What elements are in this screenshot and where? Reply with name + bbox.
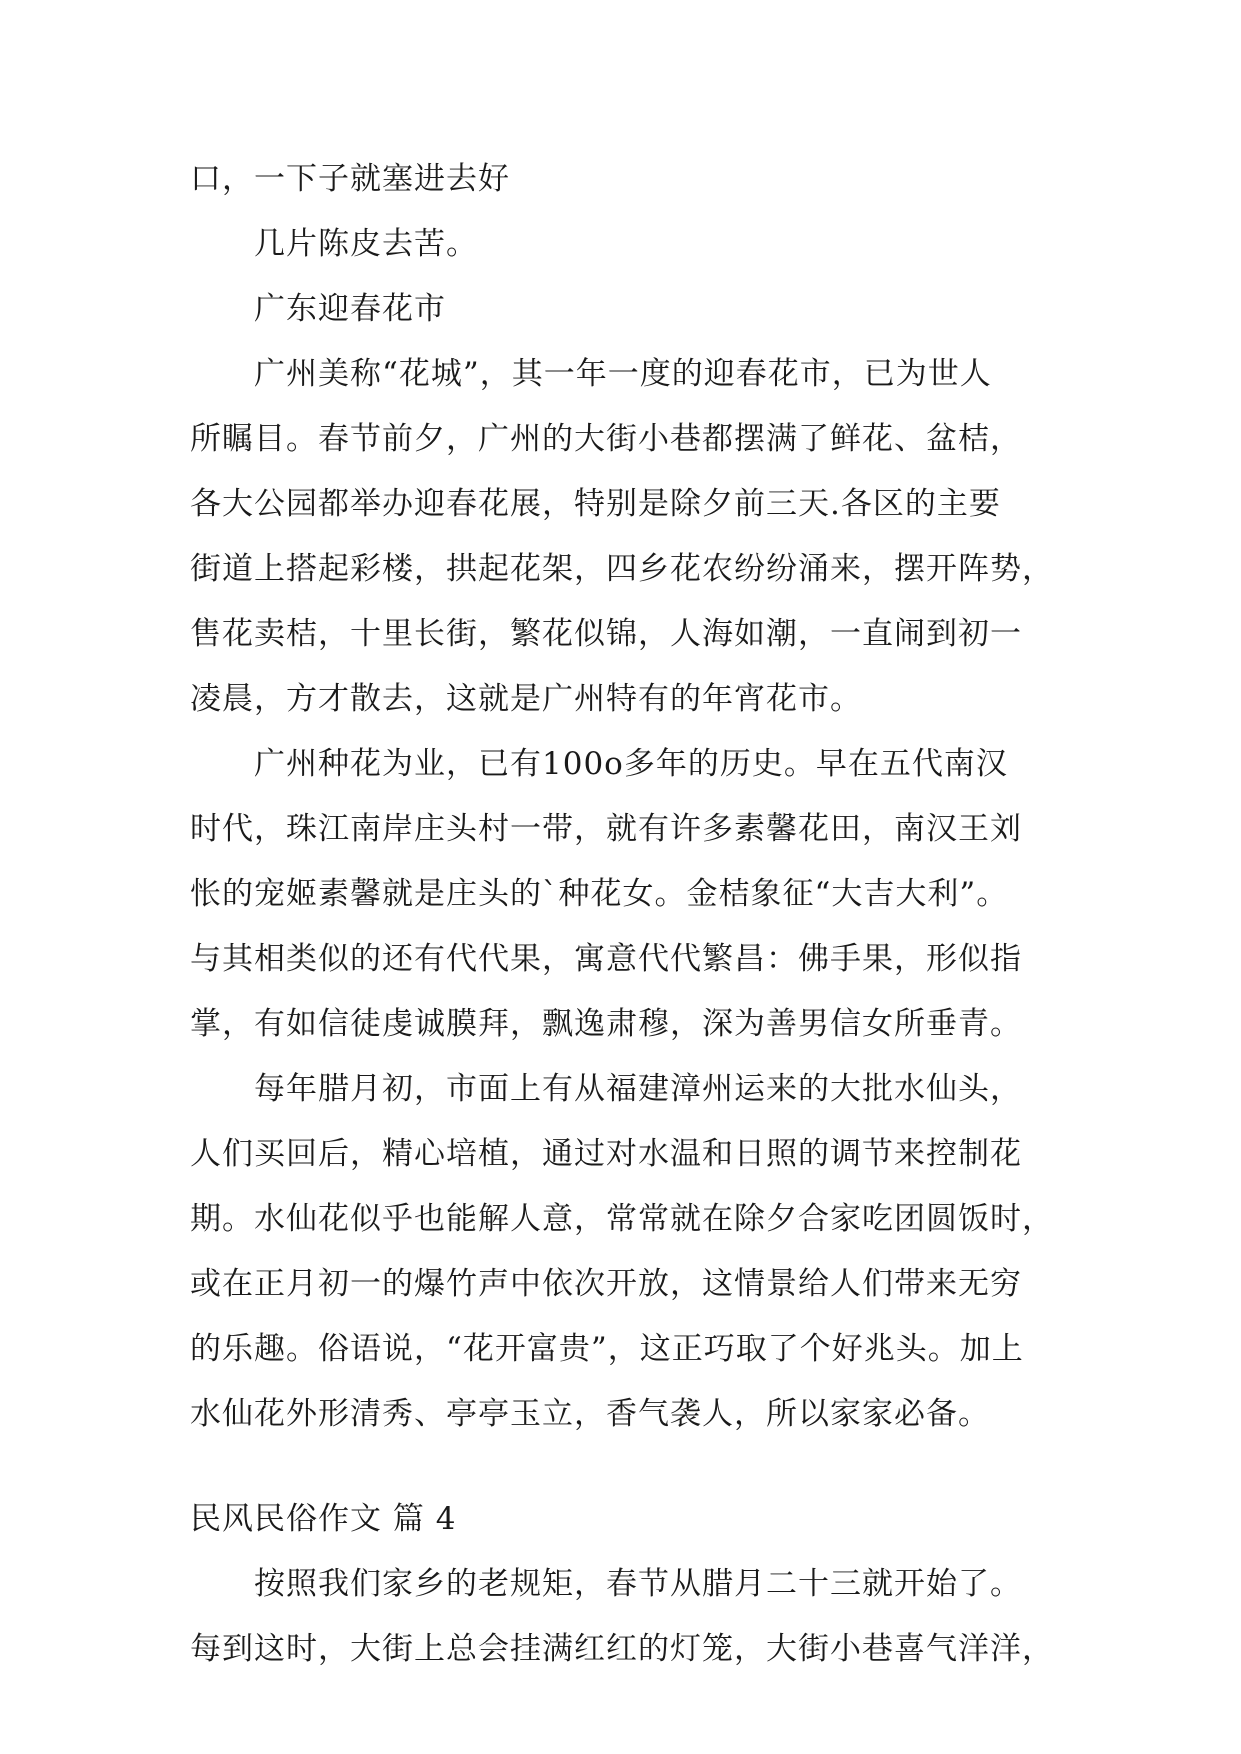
text-line: 每到这时，大街上总会挂满红红的灯笼，大街小巷喜气洋洋， xyxy=(190,1631,1054,1667)
section-heading: 广东迎春花市 xyxy=(254,291,446,327)
text-line: 与其相类似的还有代代果，寓意代代繁昌：佛手果，形似指 xyxy=(190,941,1022,977)
text-line: 各大公园都举办迎春花展，特别是除夕前三天.各区的主要 xyxy=(190,486,1001,522)
text-line: 街道上搭起彩楼，拱起花架，四乡花农纷纷涌来，摆开阵势， xyxy=(190,551,1054,587)
text-line: 期。水仙花似乎也能解人意，常常就在除夕合家吃团圆饭时， xyxy=(190,1201,1054,1237)
text-line: 凌晨，方才散去，这就是广州特有的年宵花市。 xyxy=(190,681,862,717)
text-line: 或在正月初一的爆竹声中依次开放，这情景给人们带来无穷 xyxy=(190,1266,1022,1302)
text-line: 所瞩目。春节前夕，广州的大街小巷都摆满了鲜花、盆桔， xyxy=(190,421,1022,457)
text-line: 每年腊月初，市面上有从福建漳州运来的大批水仙头， xyxy=(254,1071,1022,1107)
section-gap xyxy=(190,1458,1070,1498)
text-line: 售花卖桔，十里长街，繁花似锦，人海如潮，一直闹到初一 xyxy=(190,616,1022,652)
text-line: 掌，有如信徒虔诚膜拜，飘逸肃穆，深为善男信女所垂青。 xyxy=(190,1006,1022,1042)
text-line: 人们买回后，精心培植，通过对水温和日照的调节来控制花 xyxy=(190,1136,1022,1172)
text-line: 水仙花外形清秀、亭亭玉立，香气袭人，所以家家必备。 xyxy=(190,1396,990,1432)
text-line: 怅的宠姬素馨就是庄头的`种花女。金桔象征“大吉大利”。 xyxy=(190,876,1009,912)
text-line: 广州美称“花城”，其一年一度的迎春花市，已为世人 xyxy=(254,356,992,392)
text-line: 按照我们家乡的老规矩，春节从腊月二十三就开始了。 xyxy=(254,1566,1022,1602)
text-line: 时代，珠江南岸庄头村一带，就有许多素馨花田，南汉王刘 xyxy=(190,811,1022,847)
section-title: 民风民俗作文 篇 4 xyxy=(190,1501,457,1537)
text-line: 的乐趣。俗语说，“花开富贵”，这正巧取了个好兆头。加上 xyxy=(190,1331,1024,1367)
document-body xyxy=(190,158,1070,1693)
text-line: 广州种花为业，已有100o多年的历史。早在五代南汉 xyxy=(254,746,1008,782)
text-line: 口，一下子就塞进去好 xyxy=(190,161,510,197)
text-line: 几片陈皮去苦。 xyxy=(254,226,478,262)
